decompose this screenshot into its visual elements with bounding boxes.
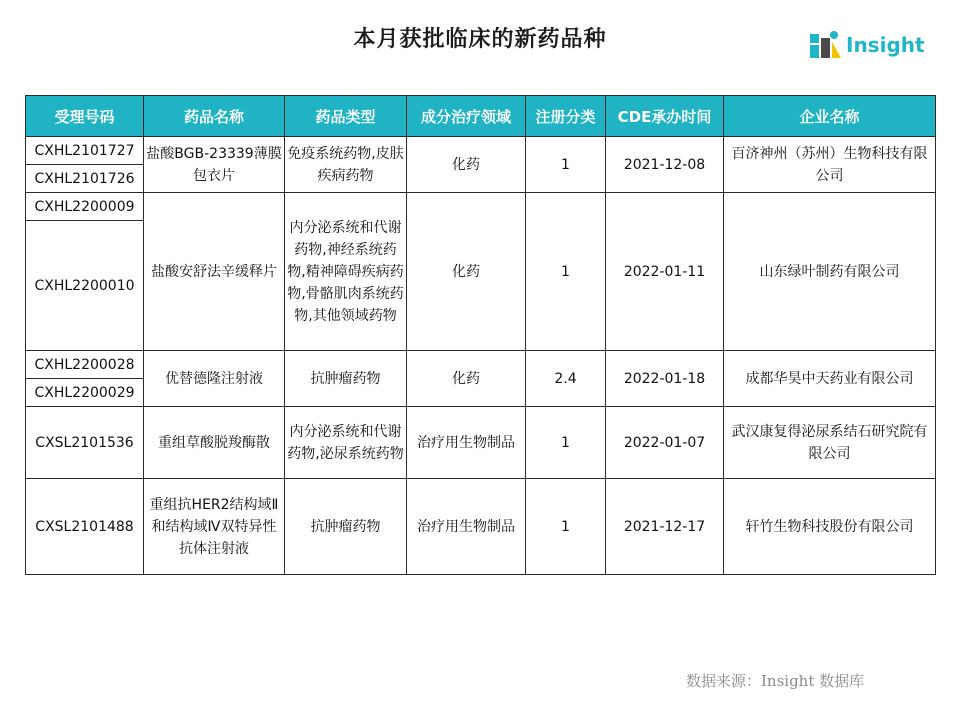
table-row	[26, 351, 936, 379]
accept-number-cell: CXSL2101488	[26, 479, 144, 575]
header-cell: 受理号码	[26, 96, 144, 137]
field-cell: 化药	[407, 351, 526, 407]
company-cell: 成都华昊中天药业有限公司	[724, 351, 936, 407]
reg-class-cell: 1	[526, 193, 606, 351]
table-row	[26, 479, 936, 575]
cde-date-cell: 2022-01-11	[606, 193, 724, 351]
accept-number-cell: CXHL2200028	[26, 351, 144, 379]
logo-text: Insight	[846, 33, 925, 57]
drug-table	[25, 95, 936, 575]
reg-class-cell: 2.4	[526, 351, 606, 407]
accept-number-cell: CXHL2200029	[26, 379, 144, 407]
field-cell: 治疗用生物制品	[407, 407, 526, 479]
company-cell: 武汉康复得泌尿系结石研究院有限公司	[724, 407, 936, 479]
header-cell: CDE承办时间	[606, 96, 724, 137]
table-row	[26, 407, 936, 479]
reg-class-cell: 1	[526, 407, 606, 479]
drug-name-cell: 重组草酸脱羧酶散	[144, 407, 285, 479]
drug-type-cell: 抗肿瘤药物	[285, 351, 407, 407]
reg-class-cell: 1	[526, 479, 606, 575]
table-row	[26, 193, 936, 221]
data-source-note: 数据来源：Insight 数据库	[686, 672, 865, 690]
drug-type-cell: 抗肿瘤药物	[285, 479, 407, 575]
header-cell: 药品名称	[144, 96, 285, 137]
accept-number-cell: CXHL2200009	[26, 193, 144, 221]
cde-date-cell: 2021-12-08	[606, 137, 724, 193]
insight-logo	[808, 28, 925, 62]
drug-name-cell: 盐酸BGB-23339薄膜包衣片	[144, 137, 285, 193]
cde-date-cell: 2021-12-17	[606, 479, 724, 575]
header-cell: 企业名称	[724, 96, 936, 137]
accept-number-cell: CXHL2101726	[26, 165, 144, 193]
drug-type-cell: 免疫系统药物,皮肤疾病药物	[285, 137, 407, 193]
drug-type-cell: 内分泌系统和代谢药物,泌尿系统药物	[285, 407, 407, 479]
drug-name-cell: 优替德隆注射液	[144, 351, 285, 407]
drug-name-cell: 重组抗HER2结构域Ⅱ和结构域Ⅳ双特异性抗体注射液	[144, 479, 285, 575]
field-cell: 化药	[407, 137, 526, 193]
accept-number-cell: CXHL2101727	[26, 137, 144, 165]
page-title: 本月获批临床的新药品种	[353, 27, 607, 52]
table-row	[26, 137, 936, 165]
cde-date-cell: 2022-01-18	[606, 351, 724, 407]
header-cell: 成分治疗领域	[407, 96, 526, 137]
drug-name-cell: 盐酸安舒法辛缓释片	[144, 193, 285, 351]
company-cell: 轩竹生物科技股份有限公司	[724, 479, 936, 575]
header-cell: 药品类型	[285, 96, 407, 137]
field-cell: 化药	[407, 193, 526, 351]
insight-logo-icon	[808, 28, 842, 62]
accept-number-cell: CXHL2200010	[26, 221, 144, 351]
accept-number-cell: CXSL2101536	[26, 407, 144, 479]
cde-date-cell: 2022-01-07	[606, 407, 724, 479]
field-cell: 治疗用生物制品	[407, 479, 526, 575]
table-header-row	[26, 96, 936, 137]
reg-class-cell: 1	[526, 137, 606, 193]
drug-type-cell: 内分泌系统和代谢药物,神经系统药物,精神障碍疾病药物,骨骼肌肉系统药物,其他领域药物	[285, 193, 407, 351]
header-cell: 注册分类	[526, 96, 606, 137]
company-cell: 百济神州（苏州）生物科技有限公司	[724, 137, 936, 193]
company-cell: 山东绿叶制药有限公司	[724, 193, 936, 351]
